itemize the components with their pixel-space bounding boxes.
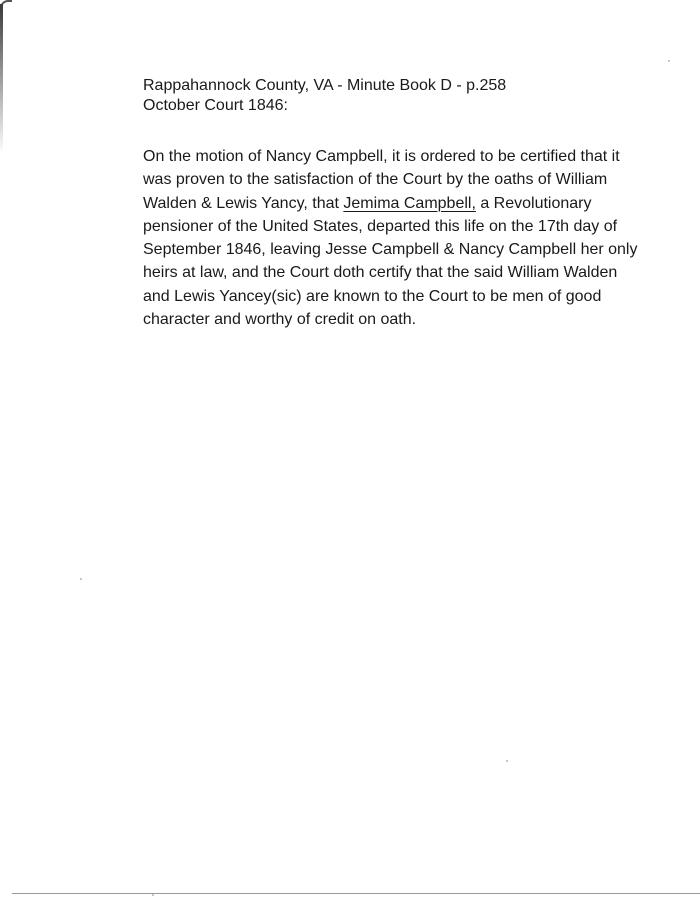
paragraph-line: character and worthy of credit on oath. <box>143 311 417 329</box>
paragraph-line: September 1846, leaving Jesse Campbell & Nancy Campbell her only <box>143 241 638 259</box>
line-text: a Revolutionary <box>475 194 592 212</box>
scan-speck <box>80 578 82 580</box>
source-citation: Rappahannock County, VA - Minute Book D - p.258 <box>143 77 507 94</box>
paragraph-line: pensioner of the United States, departed this life on the 17th day of <box>143 217 618 235</box>
paragraph-line <box>143 192 663 215</box>
document-header <box>143 76 506 116</box>
court-session: October Court 1846: <box>143 97 288 114</box>
paragraph-line: and Lewis Yancey(sic) are known to the Court to be men of good <box>143 287 602 305</box>
scan-speck <box>506 760 508 762</box>
line-text: Walden & Lewis Yancy, that <box>143 194 344 212</box>
bottom-scan-line <box>12 893 700 894</box>
underlined-name: Jemima Campbell, <box>343 194 476 212</box>
paragraph-line: was proven to the satisfaction of the Court by the oaths of William <box>143 171 608 189</box>
paragraph-line: On the motion of Nancy Campbell, it is ordered to be certified that it <box>143 148 620 165</box>
scan-speck <box>152 894 154 896</box>
paragraph-line: heirs at law, and the Court doth certify that the said William Walden <box>143 264 618 282</box>
court-order-paragraph <box>143 145 663 331</box>
scan-edge-shadow <box>0 4 3 154</box>
scan-speck <box>668 60 670 62</box>
